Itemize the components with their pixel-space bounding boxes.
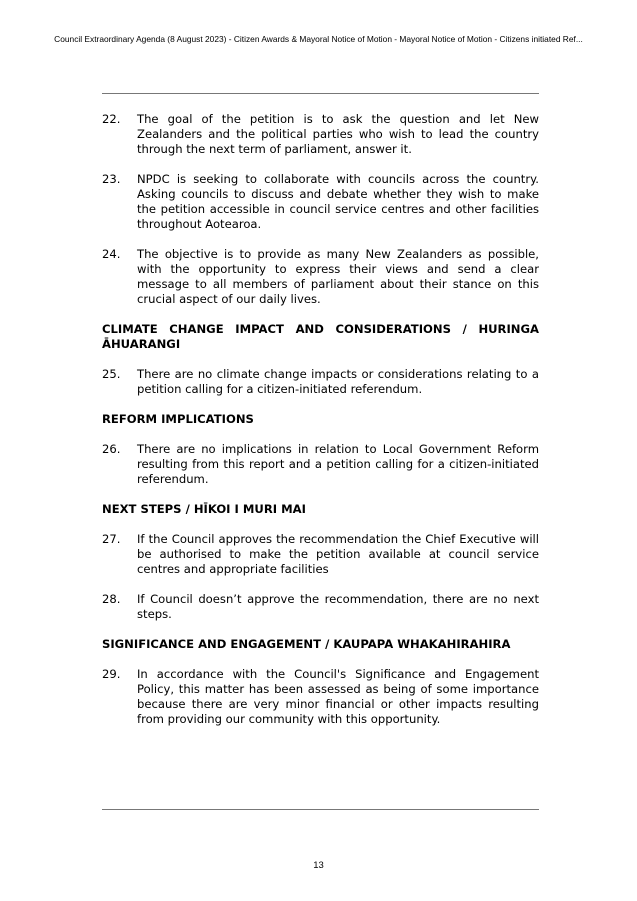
paragraph-29 — [102, 667, 539, 727]
paragraph-text: The goal of the petition is to ask the question and let New Zealanders and the political parties who wish to lead the country through the next term of parliament, answer it. — [137, 112, 539, 156]
paragraph-22 — [102, 112, 539, 157]
paragraph-23 — [102, 172, 539, 232]
heading-next-steps: NEXT STEPS / HĪKOI I MURI MAI — [102, 502, 306, 516]
paragraph-number: 22. — [102, 112, 121, 126]
paragraph-text: NPDC is seeking to collaborate with councils across the country. Asking councils to discuss and debate whether they wish to make the petition accessible in council service centres and other facilities throughout Aotearoa. — [137, 172, 539, 231]
paragraph-text: If the Council approves the recommendation the Chief Executive will be authorised to make the petition available at council service centres and appropriate facilities — [137, 532, 539, 576]
header-divider — [102, 93, 539, 94]
paragraph-text: If Council doesn’t approve the recommendation, there are no next steps. — [137, 592, 539, 621]
paragraph-27 — [102, 532, 539, 577]
paragraph-25 — [102, 367, 539, 397]
paragraph-number: 27. — [102, 532, 121, 546]
heading-reform-implications: REFORM IMPLICATIONS — [102, 412, 254, 426]
paragraph-number: 25. — [102, 367, 121, 381]
page-number: 13 — [313, 860, 324, 871]
paragraph-text: The objective is to provide as many New Zealanders as possible, with the opportunity to express their views and send a clear message to all members of parliament about their stance on this crucial aspect of our daily lives. — [137, 247, 539, 306]
heading-climate-change — [102, 322, 539, 352]
paragraph-26 — [102, 442, 539, 487]
document-body — [102, 112, 539, 742]
paragraph-number: 26. — [102, 442, 121, 456]
paragraph-number: 23. — [102, 172, 121, 186]
paragraph-text: In accordance with the Council's Significance and Engagement Policy, this matter has been assessed as being of some importance because there are very minor financial or other impacts resulting from providing our community with this opportunity. — [137, 667, 539, 726]
footer-divider — [102, 809, 539, 810]
running-header: Council Extraordinary Agenda (8 August 2023) - Citizen Awards & Mayoral Notice of Motion - Mayoral Notice of Motion - Citizens initiated Ref... — [54, 34, 583, 44]
paragraph-number: 29. — [102, 667, 121, 681]
heading-climate-line1: CLIMATE CHANGE IMPACT AND CONSIDERATIONS / HURINGA — [102, 322, 539, 336]
heading-climate-line2: ĀHUARANGI — [102, 337, 181, 351]
heading-significance: SIGNIFICANCE AND ENGAGEMENT / KAUPAPA WHAKAHIRAHIRA — [102, 637, 511, 651]
paragraph-text: There are no climate change impacts or considerations relating to a petition calling for a citizen-initiated referendum. — [137, 367, 539, 396]
paragraph-24 — [102, 247, 539, 307]
paragraph-number: 24. — [102, 247, 121, 261]
paragraph-number: 28. — [102, 592, 121, 606]
paragraph-text: There are no implications in relation to Local Government Reform resulting from this report and a petition calling for a citizen-initiated referendum. — [137, 442, 539, 486]
paragraph-28 — [102, 592, 539, 622]
